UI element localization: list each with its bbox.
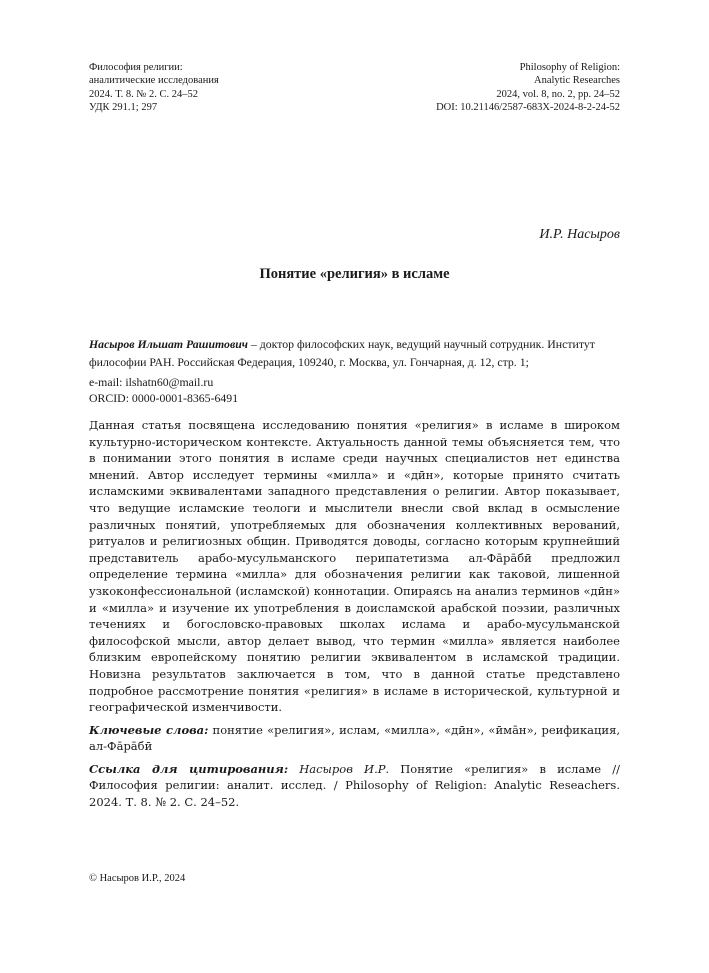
keywords-text: понятие «религия», ислам, «милла», «дӣн», «ӣма̄н», реификация, ал-Фа̄ра̄бӣ [89,722,620,754]
orcid-line: ORCID: 0000-0001-8365-6491 [89,390,239,405]
abstract-section [89,417,620,811]
header-line: Analytic Researches [533,75,620,87]
header-line: аналитические исследования [89,75,219,87]
copyright-notice: © Насыров И.Р., 2024 [89,873,186,884]
author-name: И.Р. Насыров [539,227,620,242]
journal-header-english [436,61,620,114]
citation-text: Понятие «религия» в исламе // Философия религии: аналит. исслед. / Philosophy of Religion: Analytic Reseachers. 2024. Т. 8. № 2. С. 24–52. [89,761,620,810]
journal-header-russian [89,61,219,114]
header-line: УДК 291.1; 297 [89,101,158,113]
keywords [89,722,620,755]
doi-line: DOI: 10.21146/2587-683X-2024-8-2-24-52 [436,101,620,113]
header-line: Philosophy of Religion: [519,62,620,73]
citation [89,761,620,811]
abstract-text: Данная статья посвящена исследованию понятия «религия» в исламе в широком культурно-историческом контексте. Актуальность данной темы объясняется тем, что в понимании этого понятия в исламе среди научных специалистов нет единства мнений. Автор исследует термины «милла» и «дӣн», которые принято считать исламскими эквивалентами западного представления о религии. Автор показывает, что ведущие исламские теологи и мыслители внесли свой вклад в осмысление различных понятий, употребляемых для обозначения коллективных верований, ритуалов и религиозных общин. Приводятся доводы, согласно которым крупнейший представитель арабо-мусульманского перипатетизма ал-Фа̄ра̄бӣ предложил определение термина «милла» для обозначения религии как таковой, лишенной узкоконфессиональной (исламской) коннотации. Опираясь на анализ терминов «дӣн» и «милла» и изучение их употребления в доисламской арабской поэзии, различных течениях и богословско-правовых школах ислама и арабо-мусульманской философской мысли, автор делает вывод, что термин «милла» является наиболее близким европейскому понятию религии эквивалентом в исламской традиции. Новизна результатов заключается в том, что в данной статье представлено подробное рассмотрение понятия «религия» в исламе в исторической, культурной и географической изменчивости. [89,418,620,715]
author-full-name: Насыров Ильшат Рашитович [89,337,248,351]
author-contacts [89,375,238,406]
header-line: 2024, vol. 8, no. 2, pp. 24–52 [496,88,620,100]
header-line: Философия религии: [89,62,183,73]
citation-label: Ссылка для цитирования: [89,761,289,776]
article-title: Понятие «религия» в исламе [259,266,450,282]
citation-author: Насыров И.Р. [288,761,390,776]
affiliation-text: – доктор философских наук, ведущий научный сотрудник. Институт философии РАН. Российская Федерация, 109240, г. Москва, ул. Гончарная, д. 12, стр. 1; [89,337,595,369]
author-affiliation [89,336,620,371]
header-line: 2024. Т. 8. № 2. С. 24–52 [89,88,199,100]
email-line: e-mail: ilshatn60@mail.ru [89,375,214,389]
keywords-label: Ключевые слова: [89,722,209,737]
